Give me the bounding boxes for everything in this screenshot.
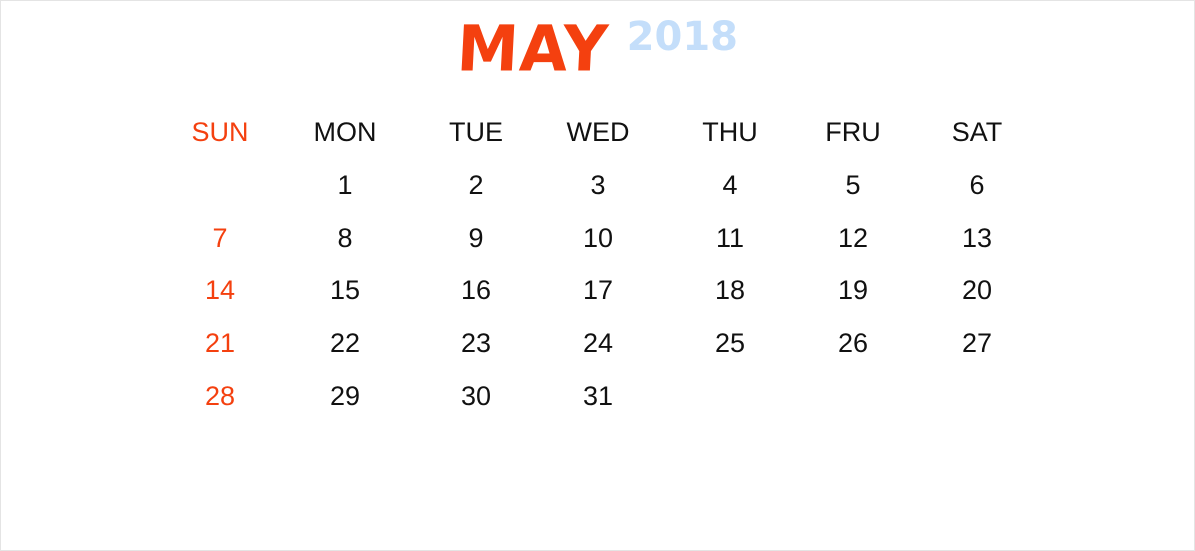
day-6: 6	[969, 170, 985, 200]
day-4: 4	[722, 170, 738, 200]
day-18: 18	[714, 275, 746, 305]
day-22: 22	[329, 328, 361, 358]
day-10: 10	[582, 223, 614, 253]
weekday-header-tue: TUE	[449, 117, 503, 147]
weekday-header-sun: SUN	[191, 117, 249, 147]
day-8: 8	[337, 223, 353, 253]
day-1: 1	[337, 170, 353, 200]
year-label: 2018	[626, 14, 738, 60]
weekday-header-fru: FRU	[825, 117, 881, 147]
day-16: 16	[460, 275, 492, 305]
day-27: 27	[961, 328, 993, 358]
weekday-header-wed: WED	[566, 117, 630, 147]
day-17: 17	[582, 275, 614, 305]
day-24: 24	[582, 328, 614, 358]
weekday-header-mon: MON	[313, 117, 377, 147]
month-name: MAY	[455, 11, 611, 86]
weekday-header-sat: SAT	[951, 117, 1003, 147]
day-5: 5	[845, 170, 861, 200]
weekday-header-thu: THU	[702, 117, 758, 147]
day-12: 12	[837, 223, 869, 253]
day-9: 9	[468, 223, 484, 253]
day-15: 15	[329, 275, 361, 305]
day-3: 3	[590, 170, 606, 200]
day-26: 26	[837, 328, 869, 358]
day-31: 31	[582, 381, 614, 411]
day-20: 20	[961, 275, 993, 305]
day-29: 29	[329, 381, 361, 411]
day-19: 19	[837, 275, 869, 305]
day-30: 30	[460, 381, 492, 411]
day-13: 13	[961, 223, 993, 253]
day-25: 25	[714, 328, 746, 358]
day-11: 11	[715, 223, 745, 253]
day-23: 23	[460, 328, 492, 358]
day-7: 7	[212, 223, 228, 253]
day-2: 2	[468, 170, 484, 200]
day-21: 21	[204, 328, 236, 358]
day-14: 14	[204, 275, 236, 305]
day-28: 28	[204, 381, 236, 411]
